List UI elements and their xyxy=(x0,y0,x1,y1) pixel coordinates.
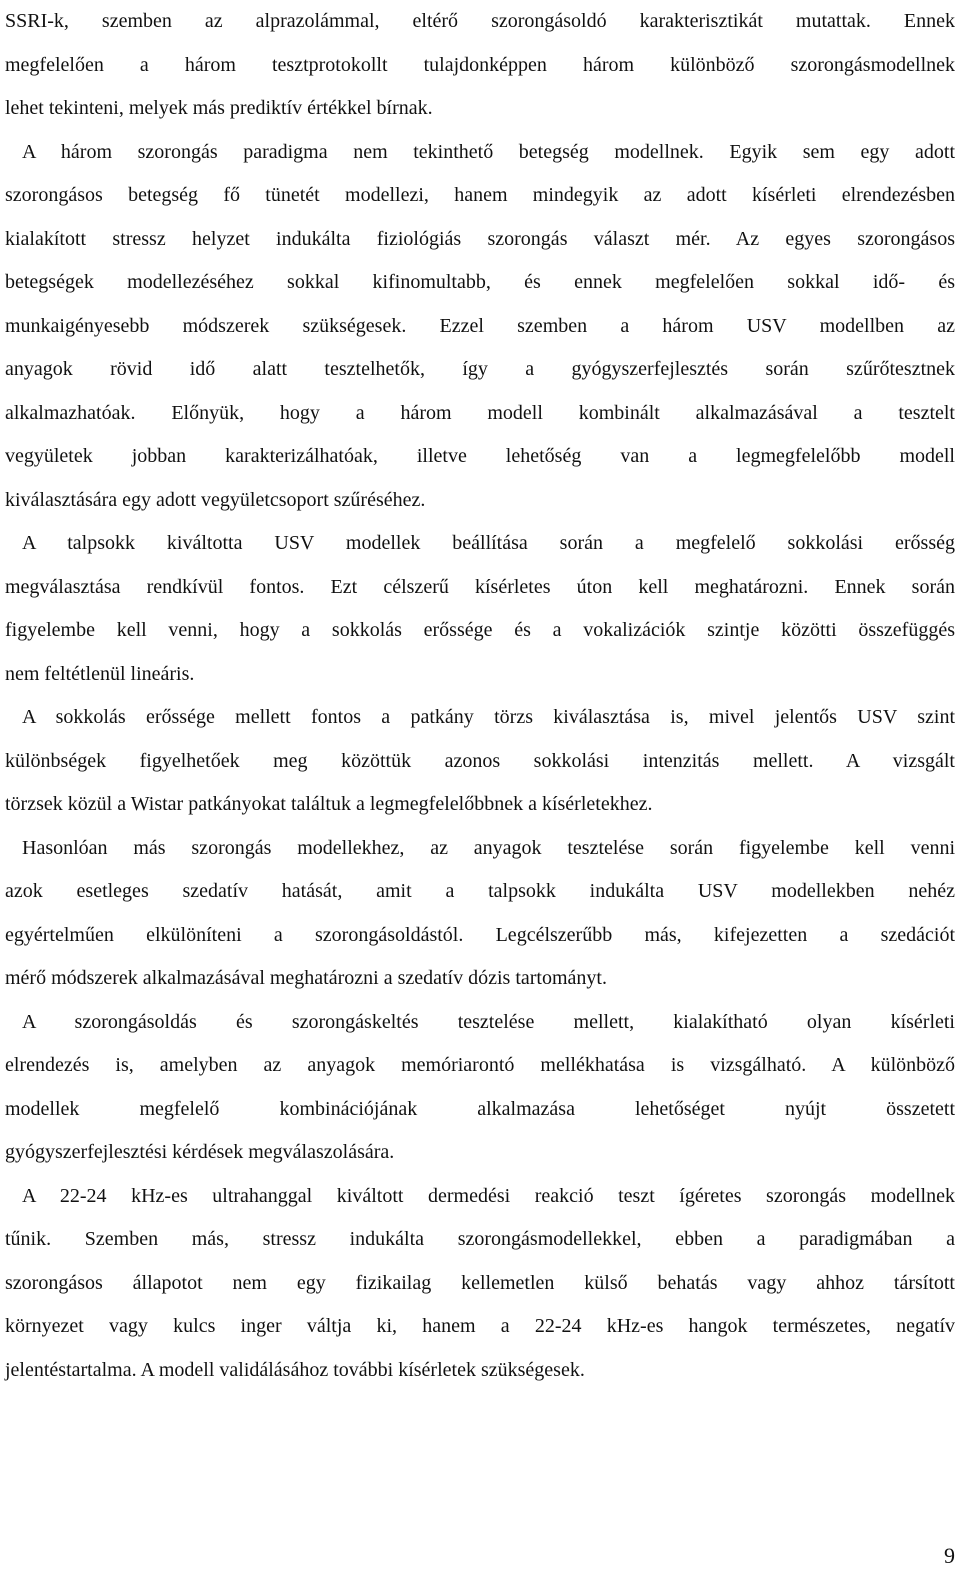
text-line: kialakított stressz helyzet indukálta fiziológiás szorongás választ mér. Az egyes szorongásos xyxy=(5,227,955,250)
paragraph-footshock-intensity xyxy=(5,522,955,696)
text-line: szorongásos betegség fő tünetét modellezi, hanem mindegyik az adott kísérleti elrendezésben xyxy=(5,184,955,206)
text-line: jelentéstartalma. A modell validálásához további kísérletek szükségesek. xyxy=(5,1358,585,1381)
text-line: törzsek közül a Wistar patkányokat találtuk a legmegfelelőbbnek a kísérletekhez. xyxy=(5,793,653,815)
text-line: A 22-24 kHz-es ultrahanggal kiváltott dermedési reakció teszt ígéretes szorongás modellnek xyxy=(22,1184,955,1207)
text-line: betegségek modellezéséhez sokkal kifinomultabb, és ennek megfelelően sokkal idő- és xyxy=(5,271,955,293)
text-line: lehet tekinteni, melyek más prediktív értékkel bírnak. xyxy=(5,97,433,119)
text-line: A sokkolás erőssége mellett fontos a patkány törzs kiválasztása is, mivel jelentős USV szint xyxy=(22,706,955,728)
text-line: mérő módszerek alkalmazásával meghatározni a szedatív dózis tartományt. xyxy=(5,967,607,989)
text-line: A talpsokk kiváltotta USV modellek beállítása során a megfelelő sokkolási erősség xyxy=(22,532,955,554)
text-line: anyagok rövid idő alatt tesztelhetők, így a gyógyszerfejlesztés során szűrőtesztnek xyxy=(5,358,955,380)
paragraph-rat-strain xyxy=(5,696,955,827)
text-line: modellek megfelelő kombinációjának alkalmazása lehetőséget nyújt összetett xyxy=(5,1097,955,1120)
text-line: tűnik. Szemben más, stressz indukálta szorongásmodellekkel, ebben a paradigmában a xyxy=(5,1228,955,1250)
text-line: alkalmazhatóak. Előnyük, hogy a három modell kombinált alkalmazásával a tesztelt xyxy=(5,401,955,424)
text-line: szorongásos állapotot nem egy fizikailag kellemetlen külső behatás vagy ahhoz társított xyxy=(5,1271,955,1294)
document-page xyxy=(5,0,955,1392)
text-line: elrendezés is, amelyben az anyagok memóriarontó mellékhatása is vizsgálható. A különböző xyxy=(5,1054,955,1076)
text-line: SSRI-k, szemben az alprazolámmal, eltérő szorongásoldó karakterisztikát mutattak. Ennek xyxy=(5,10,955,32)
text-line: megválasztása rendkívül fontos. Ezt célszerű kísérletes úton kell meghatározni. Ennek során xyxy=(5,575,955,598)
text-line: kiválasztására egy adott vegyületcsoport szűréséhez. xyxy=(5,488,426,511)
paragraph-memory-side-effects xyxy=(5,1001,955,1175)
paragraph-continuation xyxy=(5,0,955,131)
page-number: 9 xyxy=(944,1543,955,1568)
paragraph-sedative-effect xyxy=(5,827,955,1001)
paragraph-paradigm-not-disease-model xyxy=(5,131,955,523)
text-line: különbségek figyelhetőek meg közöttük azonos sokkolási intenzitás mellett. A vizsgált xyxy=(5,749,955,772)
text-line: vegyületek jobban karakterizálhatóak, illetve lehetőség van a legmegfelelőbb modell xyxy=(5,445,955,467)
text-line: egyértelműen elkülöníteni a szorongásoldástól. Legcélszerűbb más, kifejezetten a szedációt xyxy=(5,923,955,946)
text-line: munkaigényesebb módszerek szükségesek. Ezzel szemben a három USV modellben az xyxy=(5,314,955,337)
text-line: Hasonlóan más szorongás modellekhez, az anyagok tesztelése során figyelembe kell venni xyxy=(22,836,955,859)
text-line: gyógyszerfejlesztési kérdések megválaszolására. xyxy=(5,1141,395,1163)
text-line: megfelelően a három tesztprotokollt tulajdonképpen három különböző szorongásmodellnek xyxy=(5,53,955,76)
text-line: környezet vagy kulcs inger váltja ki, hanem a 22-24 kHz-es hangok természetes, negatív xyxy=(5,1315,955,1337)
paragraph-ultrasound-freezing xyxy=(5,1175,955,1393)
text-line: figyelembe kell venni, hogy a sokkolás erőssége és a vokalizációk szintje közötti összefüggés xyxy=(5,619,955,641)
text-line: azok esetleges szedatív hatását, amit a talpsokk indukálta USV modellekben nehéz xyxy=(5,880,955,902)
text-line: nem feltétlenül lineáris. xyxy=(5,662,195,685)
text-line: A három szorongás paradigma nem tekinthető betegség modellnek. Egyik sem egy adott xyxy=(22,140,955,163)
text-line: A szorongásoldás és szorongáskeltés tesztelése mellett, kialakítható olyan kísérleti xyxy=(22,1010,955,1033)
